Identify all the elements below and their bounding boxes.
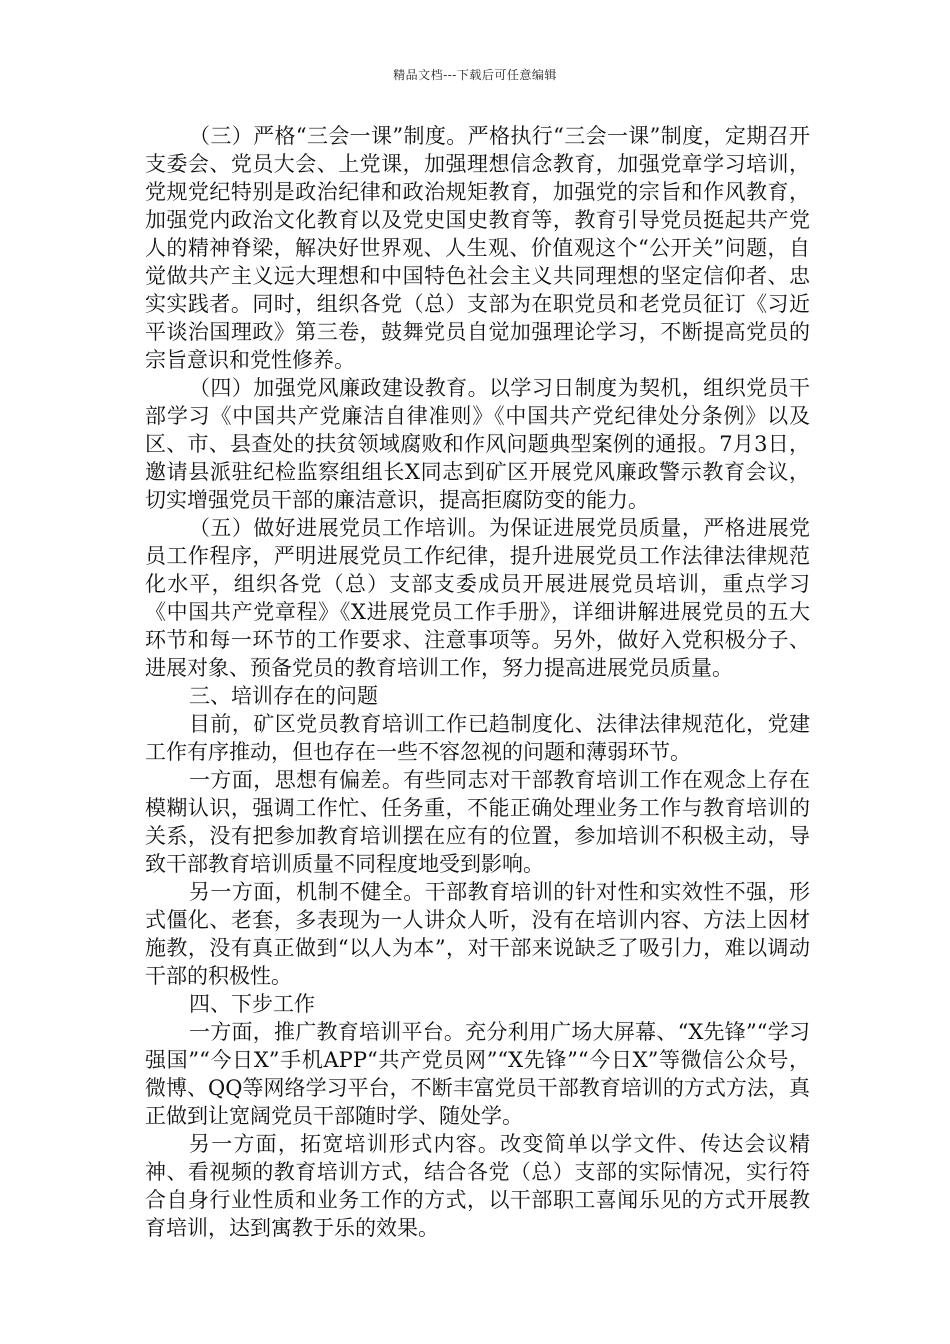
paragraph-section-3: （三）严格“三会一课”制度。严格执行“三会一课”制度，定期召开支委会、党员大会、上党课，加强理想信念教育，加强党章学习培训，党规党纪特别是政治纪律和政治规矩教育，加强党的宗旨和作风教育，加强党内政治文化教育以及党史国史教育等，教育引导党员挺起共产党人的精神脊梁，解决好世界观、人生观、价值观这个“公开关”问题，自觉做共产主义远大理想和中国特色社会主义共同理想的坚定信仰者、忠实实践者。同时，组织各党（总）支部为在职党员和老党员征订《习近平谈治国理政》第三卷，鼓舞党员自觉加强理论学习，不断提高党员的宗旨意识和党性修养。 [145, 124, 810, 372]
paragraph-problems-intro: 目前，矿区党员教育培训工作已趋制度化、法律法律规范化，党建工作有序推动，但也存在一些不容忽视的问题和薄弱环节。 [145, 712, 810, 764]
heading-training-problems: 三、培训存在的问题 [189, 684, 378, 708]
paragraph-next-platform: 一方面，推广教育培训平台。充分利用广场大屏幕、“X先锋”“学习强国”“今日X”手机APP“共产党员网”“X先锋”“今日X”等微信公众号，微博、QQ等网络学习平台，不断丰富党员干部教育培训的方式方法，真正做到让宽阔党员干部随时学、随处学。 [145, 1020, 810, 1128]
paragraph-problem-mechanism: 另一方面，机制不健全。干部教育培训的针对性和实效性不强，形式僵化、老套，多表现为一人讲众人听，没有在培训内容、方法上因材施教，没有真正做到“以人为本”，对干部来说缺乏了吸引力，难以调动干部的积极性。 [145, 880, 810, 988]
heading-next-steps: 四、下步工作 [189, 992, 315, 1016]
document-body [145, 122, 810, 1242]
paragraph-problem-thinking: 一方面，思想有偏差。有些同志对干部教育培训工作在观念上存在模糊认识，强调工作忙、任务重，不能正确处理业务工作与教育培训的关系，没有把参加教育培训摆在应有的位置，参加培训不积极主动，导致干部教育培训质量不同程度地受到影响。 [145, 768, 810, 876]
paragraph-section-4: （四）加强党风廉政建设教育。以学习日制度为契机，组织党员干部学习《中国共产党廉洁自律准则》《中国共产党纪律处分条例》以及区、市、县查处的扶贫领域腐败和作风问题典型案例的通报。7月3日，邀请县派驻纪检监察组组长X同志到矿区开展党风廉政警示教育会议，切实增强党员干部的廉洁意识，提高拒腐防变的能力。 [145, 376, 810, 512]
page-header: 精品文档---下载后可任意编辑 [393, 68, 557, 82]
paragraph-next-format: 另一方面，拓宽培训形式内容。改变简单以学文件、传达会议精神、看视频的教育培训方式，结合各党（总）支部的实际情况，实行符合自身行业性质和业务工作的方式，以干部职工喜闻乐见的方式开展教育培训，达到寓教于乐的效果。 [145, 1132, 810, 1240]
paragraph-section-5: （五）做好进展党员工作培训。为保证进展党员质量，严格进展党员工作程序，严明进展党员工作纪律，提升进展党员工作法律法律规范化水平，组织各党（总）支部支委成员开展进展党员培训，重点学习《中国共产党章程》《X进展党员工作手册》，详细讲解进展党员的五大环节和每一环节的工作要求、注意事项等。另外，做好入党积极分子、进展对象、预备党员的教育培训工作，努力提高进展党员质量。 [145, 516, 810, 680]
